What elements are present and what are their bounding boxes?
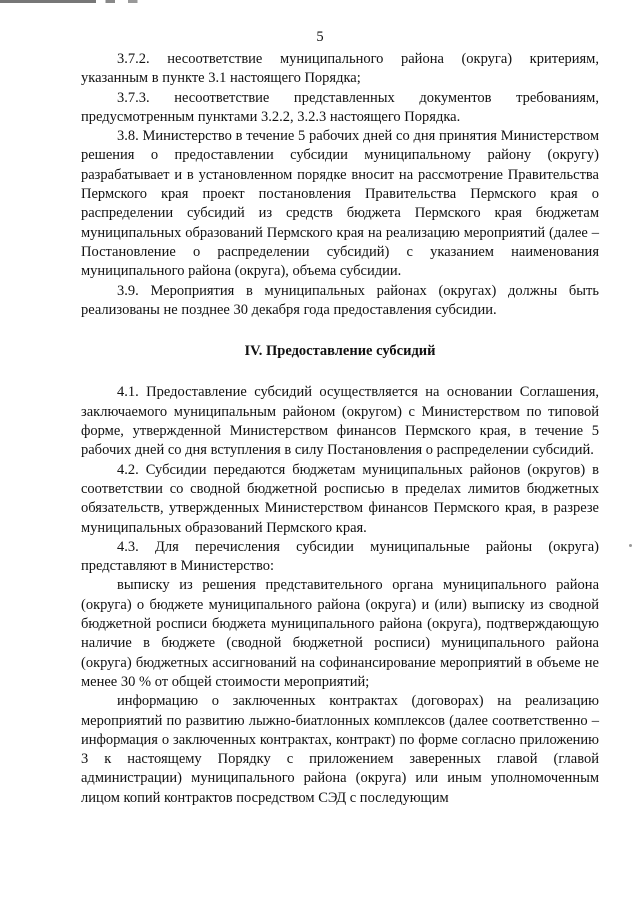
page-number: 5 bbox=[316, 29, 324, 45]
paragraph-3-8: 3.8. Министерство в течение 5 рабочих дней со дня принятия Министерством решения о предоставлении субсидии муниципальному району (округу) разрабатывает и в установленном порядке вносит на рассмотрение Правительства Пермского края проект постановления Правительства Пермского края о распределении субсидий из средств бюджета Пермского края бюджетам муниципальных образований Пермского края на реализацию мероприятий (далее – Постановление о распределении субсидий) с указанием наименования муниципального района (округа), объема субсидии. bbox=[81, 128, 599, 280]
document-body bbox=[81, 50, 599, 808]
paragraph-4-1: 4.1. Предоставление субсидий осуществляется на основании Соглашения, заключаемого муниципальным районом (округом) с Министерством по типовой форме, утвержденной Министерством финансов Пермского края, в течение 5 рабочих дней со дня вступления в силу Постановления о распределении субсидий. bbox=[81, 384, 599, 459]
paragraph-3-9: 3.9. Мероприятия в муниципальных районах (округах) должны быть реализованы не позднее 30 декабря года предоставления субсидии. bbox=[81, 282, 599, 318]
section-heading: IV. Предоставление субсидий bbox=[244, 343, 436, 360]
paragraph-4-3: 4.3. Для перечисления субсидии муниципальные районы (округа) представляют в Министерство: bbox=[81, 538, 599, 575]
paragraph-4-3-item-contract-info: информацию о заключенных контрактах (договорах) на реализацию мероприятий по развитию лыжно-биатлонных комплексов (далее соответственно – информация о заключенных контрактах, контракт) по форме согласно приложению 3 к настоящему Порядку с приложением заверенных главой (главой администрации) муниципального района (округа) или иным уполномоченным лицом копий контрактов посредством СЭД с последующим bbox=[81, 693, 599, 806]
scan-speck bbox=[629, 544, 632, 547]
paragraph-4-3-item-statement-extract: выписку из решения представительного органа муниципального района (округа) о бюджете муниципального района (округа) и (или) выписку из сводной бюджетной росписи бюджета муниципального района (округа), подтверждающую наличие в бюджете (сводной бюджетной росписи) муниципального района (округа) бюджетных ассигнований на софинансирование мероприятий в объеме не менее 30 % от общей стоимости мероприятий; bbox=[81, 577, 599, 690]
scan-edge-mark bbox=[0, 0, 160, 3]
paragraph-3-7-2: 3.7.2. несоответствие муниципального района (округа) критериям, указанным в пункте 3.1 настоящего Порядка; bbox=[81, 51, 599, 87]
paragraph-4-2: 4.2. Субсидии передаются бюджетам муниципальных районов (округов) в соответствии со сводной бюджетной росписью в пределах лимитов бюджетных обязательств, утвержденных Министерством финансов Пермского края, в разрезе муниципальных образований Пермского края. bbox=[81, 461, 599, 536]
paragraph-3-7-3: 3.7.3. несоответствие представленных документов требованиям, предусмотренным пунктами 3.2.2, 3.2.3 настоящего Порядка. bbox=[81, 89, 599, 125]
